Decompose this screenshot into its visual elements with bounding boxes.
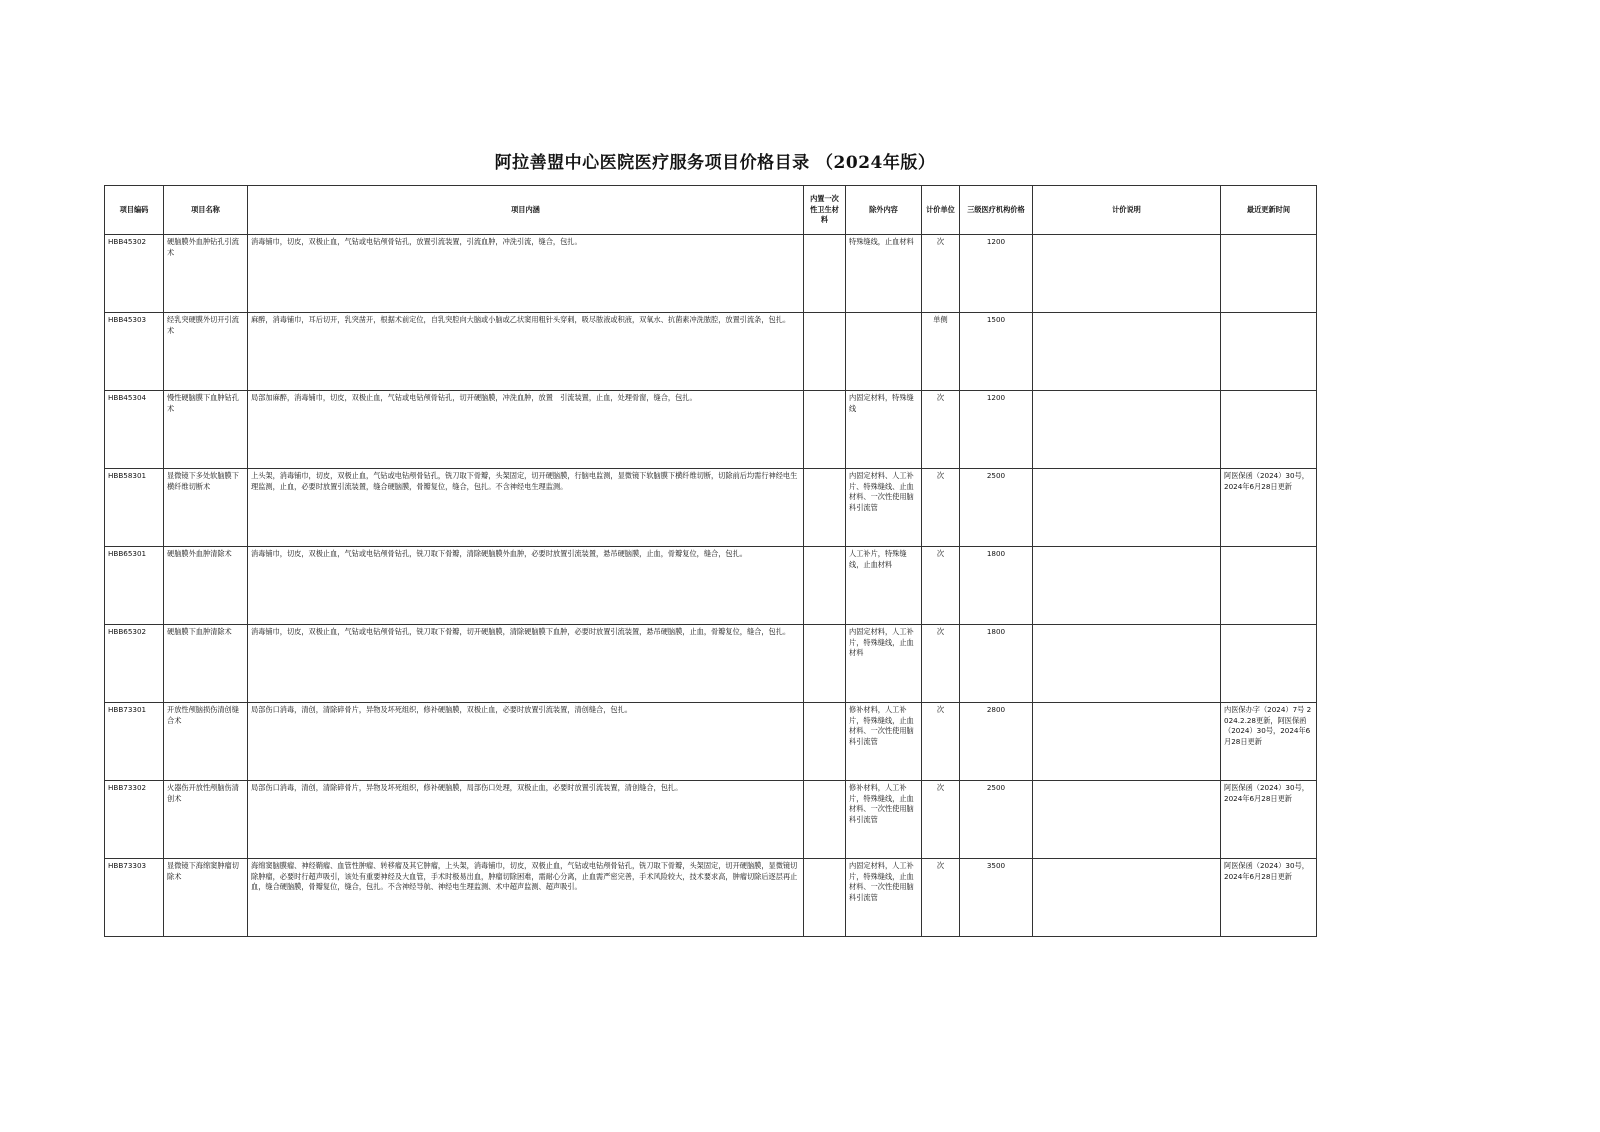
item-updated xyxy=(1221,313,1317,391)
table-header-row xyxy=(105,186,1317,235)
item-name: 硬脑膜下血肿清除术 xyxy=(164,625,248,703)
item-note xyxy=(1033,625,1221,703)
item-name: 硬脑膜外血肿钻孔引流术 xyxy=(164,235,248,313)
item-content: 消毒铺巾，切皮，双极止血，气钻或电钻颅骨钻孔，铣刀取下骨瓣，清除硬脑膜外血肿，必要时放置引流装置，悬吊硬脑膜，止血，骨瓣复位，缝合，包扎。 xyxy=(248,547,804,625)
item-unit: 次 xyxy=(922,547,960,625)
item-price: 1200 xyxy=(960,391,1033,469)
item-unit: 次 xyxy=(922,859,960,937)
item-name: 显微镜下多处软脑膜下横纤维切断术 xyxy=(164,469,248,547)
item-updated xyxy=(1221,625,1317,703)
item-content: 消毒铺巾，切皮，双极止血，气钻或电钻颅骨钻孔，放置引流装置，引流血肿，冲洗引流，缝合，包扎。 xyxy=(248,235,804,313)
item-unit: 单侧 xyxy=(922,313,960,391)
table-row xyxy=(105,391,1317,469)
item-material xyxy=(804,547,846,625)
item-code: HBB58301 xyxy=(105,469,164,547)
item-note xyxy=(1033,859,1221,937)
header-unit: 计价单位 xyxy=(922,186,960,235)
item-content: 局部伤口消毒，清创，清除碎骨片，异物及坏死组织，修补硬脑膜，局部伤口处理，双极止血，必要时放置引流装置，清创缝合，包扎。 xyxy=(248,781,804,859)
item-unit: 次 xyxy=(922,625,960,703)
item-exclusion: 内固定材料，特殊缝线 xyxy=(846,391,922,469)
item-material xyxy=(804,625,846,703)
item-content: 海绵窦脑膜瘤、神经鞘瘤、血管性肿瘤、转移瘤及其它肿瘤，上头架，消毒铺巾，切皮，双极止血，气钻或电钻颅骨钻孔，铣刀取下骨瓣，头架固定，切开硬脑膜，显微镜切除肿瘤，必要时行超声吸引，该处有重要神经及大血管，手术时极易出血，肿瘤切除困难，需耐心分离，止血需严密完善，手术风险较大，技术要求高，肿瘤切除后逐层再止血，缝合硬脑膜，骨瓣复位，缝合，包扎。不含神经导航、神经电生理监测、术中超声监测、超声吸引。 xyxy=(248,859,804,937)
item-updated: 阿医保函（2024）30号，2024年6月28日更新 xyxy=(1221,781,1317,859)
item-unit: 次 xyxy=(922,781,960,859)
item-exclusion: 特殊缝线，止血材料 xyxy=(846,235,922,313)
item-code: HBB73302 xyxy=(105,781,164,859)
item-name: 开放性颅脑损伤清创缝合术 xyxy=(164,703,248,781)
header-exclusion: 除外内容 xyxy=(846,186,922,235)
item-price: 1500 xyxy=(960,313,1033,391)
item-code: HBB65302 xyxy=(105,625,164,703)
page-title: 阿拉善盟中心医院医疗服务项目价格目录 （2024年版） xyxy=(494,153,936,173)
item-note xyxy=(1033,313,1221,391)
item-price: 2500 xyxy=(960,469,1033,547)
item-exclusion: 人工补片，特殊缝线，止血材料 xyxy=(846,547,922,625)
item-price: 1800 xyxy=(960,625,1033,703)
item-unit: 次 xyxy=(922,469,960,547)
item-code: HBB45302 xyxy=(105,235,164,313)
table-row xyxy=(105,859,1317,937)
item-price: 2500 xyxy=(960,781,1033,859)
item-updated xyxy=(1221,235,1317,313)
item-updated: 阿医保函（2024）30号，2024年6月28日更新 xyxy=(1221,469,1317,547)
table-row xyxy=(105,469,1317,547)
price-table xyxy=(104,185,1317,937)
item-material xyxy=(804,781,846,859)
item-note xyxy=(1033,781,1221,859)
table-row xyxy=(105,235,1317,313)
item-unit: 次 xyxy=(922,703,960,781)
item-code: HBB45304 xyxy=(105,391,164,469)
item-unit: 次 xyxy=(922,391,960,469)
item-exclusion: 内固定材料，人工补片，特殊缝线，止血材料、一次性使用脑科引流管 xyxy=(846,859,922,937)
item-name: 硬脑膜外血肿清除术 xyxy=(164,547,248,625)
item-code: HBB65301 xyxy=(105,547,164,625)
item-exclusion: 内固定材料，人工补片，特殊缝线，止血材料 xyxy=(846,625,922,703)
table-row xyxy=(105,703,1317,781)
item-code: HBB45303 xyxy=(105,313,164,391)
item-exclusion xyxy=(846,313,922,391)
item-material xyxy=(804,859,846,937)
item-content: 上头架，消毒铺巾，切皮，双极止血，气钻或电钻颅骨钻孔，铣刀取下骨瓣，头架固定，切开硬脑膜，行脑电监测，显微镜下软脑膜下横纤维切断，切除前后均需行神经电生理监测，止血，必要时放置引流装置，缝合硬脑膜，骨瓣复位，缝合，包扎。不含神经电生理监测。 xyxy=(248,469,804,547)
item-price: 1200 xyxy=(960,235,1033,313)
table-row xyxy=(105,781,1317,859)
header-price: 三级医疗机构价格 xyxy=(960,186,1033,235)
item-unit: 次 xyxy=(922,235,960,313)
item-content: 局部加麻醉，消毒铺巾，切皮，双极止血，气钻或电钻颅骨钻孔，切开硬脑膜，冲洗血肿，放置 引流装置，止血，处理骨窗，缝合，包扎。 xyxy=(248,391,804,469)
item-updated: 阿医保函（2024）30号，2024年6月28日更新 xyxy=(1221,859,1317,937)
item-material xyxy=(804,235,846,313)
header-updated: 最近更新时间 xyxy=(1221,186,1317,235)
item-name: 显微镜下海绵窦肿瘤切除术 xyxy=(164,859,248,937)
item-exclusion: 修补材料，人工补片，特殊缝线，止血材料、一次性使用脑科引流管 xyxy=(846,781,922,859)
item-content: 麻醉，消毒铺巾，耳后切开，乳突凿开，根据术前定位，自乳突腔向大脑或小脑或乙状窦用粗针头穿刺，吸尽脓液或积液，双氧水、抗菌素冲洗脓腔，放置引流条，包扎。 xyxy=(248,313,804,391)
item-material xyxy=(804,391,846,469)
header-content: 项目内涵 xyxy=(248,186,804,235)
item-note xyxy=(1033,391,1221,469)
item-code: HBB73303 xyxy=(105,859,164,937)
item-note xyxy=(1033,703,1221,781)
item-code: HBB73301 xyxy=(105,703,164,781)
item-material xyxy=(804,469,846,547)
header-code: 项目编码 xyxy=(105,186,164,235)
item-price: 1800 xyxy=(960,547,1033,625)
item-note xyxy=(1033,235,1221,313)
item-name: 慢性硬脑膜下血肿钻孔术 xyxy=(164,391,248,469)
item-exclusion: 内固定材料、人工补片、特殊缝线、止血材料、一次性使用脑科引流管 xyxy=(846,469,922,547)
table-row xyxy=(105,625,1317,703)
item-price: 3500 xyxy=(960,859,1033,937)
item-content: 局部伤口消毒，清创，清除碎骨片，异物及坏死组织，修补硬脑膜，双极止血，必要时放置引流装置，清创缝合，包扎。 xyxy=(248,703,804,781)
item-note xyxy=(1033,469,1221,547)
item-name: 经乳突硬膜外切开引流术 xyxy=(164,313,248,391)
item-price: 2800 xyxy=(960,703,1033,781)
item-material xyxy=(804,703,846,781)
item-name: 火器伤开放性颅脑伤清创术 xyxy=(164,781,248,859)
item-exclusion: 修补材料，人工补片，特殊缝线，止血材料、一次性使用脑科引流管 xyxy=(846,703,922,781)
item-updated: 内医保办字（2024）7号 2024.2.28更新，阿医保函（2024）30号，2024年6月28日更新 xyxy=(1221,703,1317,781)
header-name: 项目名称 xyxy=(164,186,248,235)
item-content: 消毒铺巾，切皮，双极止血，气钻或电钻颅骨钻孔，铣刀取下骨瓣，切开硬脑膜，清除硬脑膜下血肿，必要时放置引流装置，悬吊硬脑膜，止血，骨瓣复位，缝合，包扎。 xyxy=(248,625,804,703)
item-updated xyxy=(1221,547,1317,625)
table-row xyxy=(105,313,1317,391)
table-row xyxy=(105,547,1317,625)
item-note xyxy=(1033,547,1221,625)
item-updated xyxy=(1221,391,1317,469)
item-material xyxy=(804,313,846,391)
header-material: 内置一次性卫生材料 xyxy=(804,186,846,235)
header-note: 计价说明 xyxy=(1033,186,1221,235)
